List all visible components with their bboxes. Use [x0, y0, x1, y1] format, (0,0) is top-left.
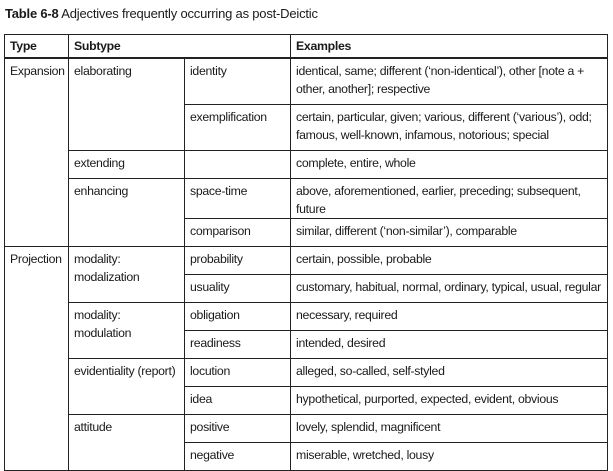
header-examples: Examples [291, 35, 608, 59]
subsubtype-usuality: usuality [185, 274, 291, 302]
subtype-attitude: attitude [69, 414, 185, 470]
subsubtype-extending-empty [185, 150, 291, 178]
examples-spacetime: above, aforementioned, earlier, preceding; subsequent, future [291, 178, 608, 218]
examples-identity: identical, same; different (‘non-identical’), other [note a + other, another]; respective [291, 58, 608, 104]
examples-probability: certain, possible, probable [291, 246, 608, 274]
examples-idea: hypothetical, purported, expected, evident, obvious [291, 386, 608, 414]
type-projection: Projection [5, 246, 69, 470]
subsubtype-identity: identity [185, 58, 291, 104]
examples-negative: miserable, wretched, lousy [291, 442, 608, 470]
table-row [5, 302, 608, 330]
subsubtype-idea: idea [185, 386, 291, 414]
subsubtype-comparison: comparison [185, 218, 291, 246]
subsubtype-probability: probability [185, 246, 291, 274]
subtype-modulation: modality: modulation [69, 302, 185, 358]
subsubtype-exemplification: exemplification [185, 104, 291, 150]
table-row [5, 58, 608, 104]
subtype-elaborating: elaborating [69, 58, 185, 150]
table-caption [5, 6, 318, 21]
subsubtype-readiness: readiness [185, 330, 291, 358]
table-caption-text: Adjectives frequently occurring as post-Deictic [61, 6, 318, 21]
table-row [5, 246, 608, 274]
examples-positive: lovely, splendid, magnificent [291, 414, 608, 442]
examples-readiness: intended, desired [291, 330, 608, 358]
table-row [5, 358, 608, 386]
subsubtype-obligation: obligation [185, 302, 291, 330]
table-caption-label: Table 6-8 [5, 6, 59, 21]
examples-comparison: similar, different (‘non-similar’), comparable [291, 218, 608, 246]
table-row [5, 178, 608, 218]
examples-usuality: customary, habitual, normal, ordinary, typical, usual, regular [291, 274, 608, 302]
subsubtype-negative: negative [185, 442, 291, 470]
subtype-extending: extending [69, 150, 185, 178]
subsubtype-spacetime: space-time [185, 178, 291, 218]
table-row [5, 150, 608, 178]
header-type: Type [5, 35, 69, 59]
subtype-modalization: modality: modalization [69, 246, 185, 302]
examples-locution: alleged, so-called, self-styled [291, 358, 608, 386]
header-subtype: Subtype [69, 35, 291, 59]
examples-obligation: necessary, required [291, 302, 608, 330]
table-row [5, 414, 608, 442]
header-row [5, 35, 608, 59]
subsubtype-positive: positive [185, 414, 291, 442]
subtype-evidentiality: evidentiality (report) [69, 358, 185, 414]
examples-extending: complete, entire, whole [291, 150, 608, 178]
type-expansion: Expansion [5, 58, 69, 246]
examples-exemplification: certain, particular, given; various, different (‘various’), odd; famous, well-known, infamous, notorious; special [291, 104, 608, 150]
subsubtype-locution: locution [185, 358, 291, 386]
subtype-enhancing: enhancing [69, 178, 185, 246]
adjectives-table [4, 34, 608, 471]
